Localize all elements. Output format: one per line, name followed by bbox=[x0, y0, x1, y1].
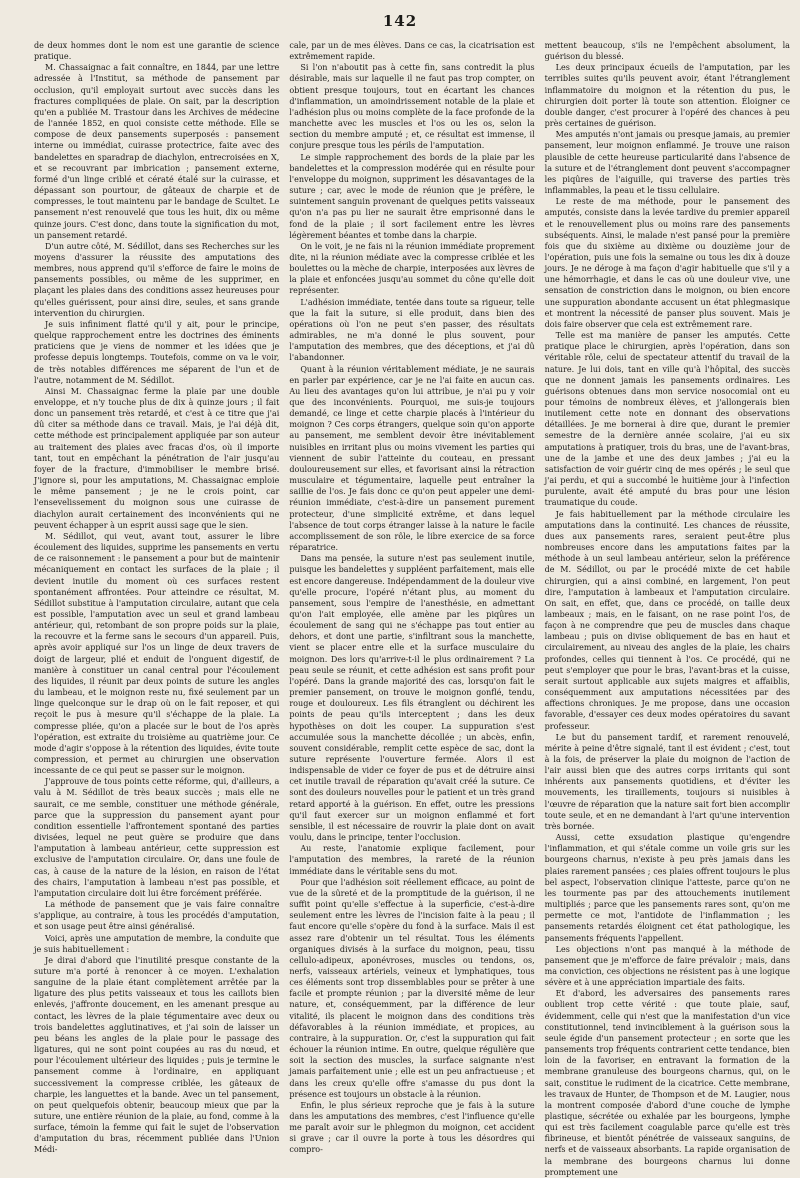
paragraph: Voici, après une amputation de membre, la conduite que je suis habituellement : bbox=[34, 933, 280, 954]
paragraph: M. Chassaignac a fait connaître, en 1844, par une lettre adressée à l'Institut, sa méthode de pansement par occlusion, qu'il employait surtout avec succès dans les fractures compliquées de plaie. On sait, par la description qu'en a publiée M. Trastour dans les Archives de médecine de l'année 1852, en quoi consiste cette méthode. Elle se compose de deux pansements superposés : pansement interne ou immédiat, cuirasse protectrice, faite avec des bandelettes en sparadrap de diachylon, entrecroisées en X, et se recouvrant par imbrication ; pansement externe, formé d'un linge criblé et cératé étalé sur la cuirasse, et dépassant son pourtour, de gâteaux de charpie et de compresses, le tout maintenu par le bandage de Scultet. Le pansement n'est renouvelé que tous les huit, dix ou même quinze jours. C'est donc, dans toute la signification du mot, un pansement retardé. bbox=[34, 63, 280, 240]
paragraph: Au reste, l'anatomie explique facilement, pour l'amputation des membres, la rareté de la réunion immédiate dans le véritable sens du mot. bbox=[289, 844, 535, 876]
paragraph: L'adhésion immédiate, tentée dans toute sa rigueur, telle que la fait la suture, si elle produit, dans bien des opérations où l'on ne peut s'en passer, des résultats admirables, ne m'a donné le plus souvent, pour l'amputation des membres, que des déceptions, et j'ai dû l'abandonner. bbox=[289, 297, 535, 363]
column-1 bbox=[34, 40, 280, 1155]
paragraph: Dans ma pensée, la suture n'est pas seulement inutile, puisque les bandelettes y suppléent parfaitement, mais elle est encore dangereuse. Indépendamment de la douleur vive qu'elle procure, l'opéré n'étant plus, au moment du pansement, sous l'empire de l'anesthésie, en admettant qu'on l'ait employée, elle amène par les piqûres un écoulement de sang qui ne s'échappe pas tout entier au dehors, et dont une partie, s'infiltrant sous la manchette, vient se placer entre elle et la surface musculaire du moignon. Des lors qu'arrive-t-il le plus ordinairement ? La peau seule se réunit, et cette adhésion est sans profit pour l'opéré. Dans la grande majorité des cas, lorsqu'on fait le premier pansement, on trouve le moignon gonflé, tendu, rouge et douloureux. Les fils étranglent ou déchirent les points de peau qu'ils interceptent ; dans les deux hypothèses on doit les couper. La suppuration s'est accumulée sous la manchette décollée ; un abcès, enfin, souvent considérable, remplit cette espèce de sac, dont la suture représente l'ouverture fermée. Alors il est indispensable de vider ce foyer de pus et de détruire ainsi cet inutile travail de réparation qu'avait créé la suture. Ce sont des douleurs nouvelles pour le patient et un très grand retard apporté à la guérison. En effet, outre les pressions qu'il faut exercer sur un moignon enflammé et fort sensible, il est nécessaire de rouvrir la plaie dont on avait voulu, dans le principe, tenter l'occlusion. bbox=[289, 554, 535, 843]
paragraph: Ainsi M. Chassaignac ferme la plaie par une double enveloppe, et n'y touche plus de dix à quinze jours ; il fait donc un pansement très retardé, et c'est à ce titre que j'ai dû citer sa méthode dans ce travail. Mais, je l'ai déjà dit, cette méthode est principalement appliquée par son auteur au traitement des plaies avec fracas d'os, où il importe tant, tout en empêchant la pénétration de l'air jusqu'au foyer de la fracture, d'immobiliser le membre brisé. J'ignore si, pour les amputations, M. Chassaignac emploie le même pansement ; je ne le crois point, car l'ensevelissement du moignon sous une cuirasse de diachylon aurait certainement des inconvénients qui ne peuvent échapper à un esprit aussi sage que le sien. bbox=[34, 386, 280, 530]
paragraph: Si l'on n'aboutit pas à cette fin, sans contredit la plus désirable, mais sur laquelle il ne faut pas trop compter, on obtient presque toujours, tout en écartant les chances d'inflammation, un amoindrissement notable de la plaie et l'adhésion plus ou moins complète de la face profonde de la manchette avec les muscles et l'os ou les os, selon la section du membre amputé ; et, ce résultat est immense, il conjure presque tous les périls de l'amputation. bbox=[289, 63, 535, 151]
paragraph: La méthode de pansement que je vais faire connaître s'applique, au contraire, à tous les procédés d'amputation, et son usage peut être ainsi généralisé. bbox=[34, 900, 280, 932]
paragraph: Mes amputés n'ont jamais ou presque jamais, au premier pansement, leur moignon enflammé. Je trouve une raison plausible de cette heureuse particularité dans l'absence de la suture et de l'étranglement dont peuvent s'accompagner les piqûres de l'aiguille, qui traverse des parties très inflammables, la peau et le tissu cellulaire. bbox=[544, 130, 790, 196]
paragraph: Le reste de ma méthode, pour le pansement des amputés, consiste dans la levée tardive du premier appareil et le renouvellement plus ou moins rare des pansements subséquents. Ainsi, le malade n'est pansé pour la première fois que du sixième au dixième ou douzième jour de l'opération, puis une fois la semaine ou tous les dix à douze jours. Je ne déroge à ma façon d'agir habituelle que s'il y a une hémorrhagie, et dans le cas où une douleur vive, une sensation de constriction dans le moignon, ou bien encore une suppuration abondante accusent un état phlegmasique et montrent la nécessité de panser plus souvent. Mais je dois faire observer que cela est extrêmement rare. bbox=[544, 197, 790, 329]
paragraph: cale, par un de mes élèves. Dans ce cas, la cicatrisation est extrêmement rapide. bbox=[289, 41, 535, 62]
paragraph: Le but du pansement tardif, et rarement renouvelé, mérite à peine d'être signalé, tant il est évident ; c'est, tout à la fois, de préserver la plaie du moignon de l'action de l'air aussi bien que des autres corps irritants qui sont inhérents aux pansements quotidiens, et d'éviter les mouvements, les tiraillements, toujours si nuisibles à l'œuvre de réparation que la nature sait fort bien accomplir toute seule, et en ne demandant à l'art qu'une intervention très bornée. bbox=[544, 732, 790, 831]
paragraph: On le voit, je ne fais ni la réunion immédiate proprement dite, ni la réunion médiate avec la compresse criblée et les boulettes ou la mèche de charpie, interposées aux lèvres de la plaie et enfoncées jusqu'au sommet du cône qu'elle doit représenter. bbox=[289, 241, 535, 296]
paragraph: Pour que l'adhésion soit réellement efficace, au point de vue de la sûreté et de la promptitude de la guérison, il ne suffit point qu'elle s'effectue à la superficie, c'est-à-dire seulement entre les lèvres de l'incision faite à la peau ; il faut encore qu'elle s'opère du fond à la surface. Mais il est assez rare d'obtenir un tel résultat. Tous les éléments organiques divisés à la surface du moignon, peau, tissu cellulo-adipeux, aponévroses, muscles ou tendons, os, nerfs, vaisseaux artériels, veineux et lymphatiques, tous ces éléments sont trop dissemblables pour se prêter à une facile et prompte réunion ; par la diversité même de leur nature, et, conséquemment, par la différence de leur vitalité, ils placent le moignon dans des conditions très défavorables à la réunion immédiate, et propices, au contraire, à la suppuration. Or, c'est la suppuration qui fait échouer la réunion intime. En outre, quelque régulière que soit la section des muscles, la surface saignante n'est jamais parfaitement unie ; elle est un peu anfractueuse ; et dans les creux qu'elle offre s'amasse du pus dont la présence est toujours un obstacle à la réunion. bbox=[289, 877, 535, 1099]
paragraph: Je fais habituellement par la méthode circulaire les amputations dans la continuité. Les chances de réussite, dues aux pansements rares, seraient peut-être plus nombreuses encore dans les amputations faites par la méthode à un seul lambeau antérieur, selon la préférence de M. Sédillot, ou par le procédé mixte de cet habile chirurgien, qui a ainsi combiné, en largement, l'on peut dire, l'amputation à lambeaux et l'amputation circulaire. On sait, en effet, que, dans ce procédé, on taille deux lambeaux ; mais, en le faisant, on ne rase point l'os, de façon à ne comprendre que peu de muscles dans chaque lambeau ; puis on divise obliquement de bas en haut et circulairement, au niveau des angles de la plaie, les chairs profondes, celles qui tiennent à l'os. Ce procédé, qui ne peut s'employer que pour le bras, l'avant-bras et la cuisse, serait surtout applicable aux sujets maigres et affaiblis, conséquemment aux amputations nécessitées par des affections chroniques. Je me propose, dans une occasion favorable, d'essayer ces deux modes opératoires du savant professeur. bbox=[544, 509, 790, 731]
text-columns bbox=[34, 40, 790, 1177]
paragraph: Quant à la réunion véritablement médiate, je ne saurais en parler par expérience, car je ne l'ai faite en aucun cas. Au lieu des avantages qu'on lui attribue, je n'ai pu y voir que des inconvénients. Pourquoi, me suis-je toujours demandé, ce linge et cette charpie placés à l'intérieur du moignon ? Ces corps étrangers, quelque soin qu'on apporte au pansement, me semblent devoir être inévitablement nuisibles en irritant plus ou moins vivement les parties qui viennent de subir l'atteinte du couteau, en pressant douloureusement sur elles, et favorisant ainsi la rétraction musculaire et tégumentaire, laquelle peut entraîner la saillie de l'os. Je fais donc ce qu'on peut appeler une demi-réunion immédiate, c'est-à-dire un pansement purement protecteur, d'une simplicité extrême, et dans lequel l'absence de tout corps étranger laisse à la nature le facile accomplissement de son rôle, le libre exercice de sa force réparatrice. bbox=[289, 364, 535, 553]
column-3 bbox=[544, 40, 790, 1177]
paragraph: Aussi, cette exsudation plastique qu'engendre l'inflammation, et qui s'étale comme un voile gris sur les bourgeons charnus, n'existe à peu près jamais dans les plaies rarement pansées ; ces plaies offrent toujours le plus bel aspect, l'observation clinique l'atteste, parce qu'on ne les tourmente pas par des attouchements inutilement multipliés ; parce que les pansements rares sont, qu'on me permette ce mot, l'antidote de l'inflammation ; les pansements retardés éloignent cet état pathologique, les pansements fréquents l'appellent. bbox=[544, 833, 790, 943]
paragraph: Telle est ma manière de panser les amputés. Cette pratique place le chirurgien, après l'opération, dans son véritable rôle, celui de spectateur attentif du travail de la nature. Je lui dois, tant en ville qu'à l'hôpital, des succès que ne donnent jamais les pansements ordinaires. Les guérisons obtenues dans mon service nosocomial ont eu pour témoins de nombreux élèves, et j'allongerais bien inutilement cette note en donnant des observations détaillées. Je me bornerai à dire que, durant le premier semestre de la dernière année scolaire, j'ai eu six amputations à pratiquer, trois du bras, une de l'avant-bras, une de la jambe et une des deux jambes ; j'ai eu la satisfaction de voir guérir cinq de mes opérés ; le seul que j'ai perdu, et qui a succombé le huitième jour à l'infection purulente, avait été amputé du bras pour une lésion traumatique du coude. bbox=[544, 331, 790, 508]
paragraph: D'un autre côté, M. Sédillot, dans ses Recherches sur les moyens d'assurer la réussite des amputations des membres, nous apprend qu'il s'efforce de faire le moins de pansements possibles, ou même de les supprimer, en plaçant les plaies dans des conditions assez heureuses pour qu'elles guérissent, pour ainsi dire, seules, et sans grande intervention du chirurgien. bbox=[34, 241, 280, 318]
paragraph: Je suis infiniment flatté qu'il y ait, pour le principe, quelque rapprochement entre les doctrines des éminents praticiens que je viens de nommer et les idées que je professe depuis longtemps. Toutefois, comme on va le voir, de très notables différences me séparent de l'un et de l'autre, notamment de M. Sédillot. bbox=[34, 319, 280, 385]
paragraph: de deux hommes dont le nom est une garantie de science pratique. bbox=[34, 41, 280, 62]
paragraph: Je dirai d'abord que l'inutilité presque constante de la suture m'a porté à renoncer à ce moyen. L'exhalation sanguine de la plaie étant complètement arrêtée par la ligature des plus petits vaisseaux et tous les caillots bien enlevés, j'affronte doucement, en les amenant presque au contact, les lèvres de la plaie tégumentaire avec deux ou trois bandelettes agglutinatives, et j'ai soin de laisser un peu béans les angles de la plaie pour le passage des ligatures, qui ne sont point coupées au ras du nœud, et pour l'écoulement ultérieur des liquides ; puis je termine le pansement comme à l'ordinaire, en appliquant successivement la compresse criblée, les gâteaux de charpie, les languettes et la bande. Avec un tel pansement, on peut quelquefois obtenir, beaucoup mieux que par la suture, une entière réunion de la plaie, au fond, comme à la surface, témoin la femme qui fait le sujet de l'observation d'amputation du bras, récemment publiée dans l'Union Médi- bbox=[34, 955, 280, 1155]
paragraph: Et d'abord, les adversaires des pansements rares oublient trop cette vérité : que toute plaie, sauf, évidemment, celle qui n'est que la manifestation d'un vice constitutionnel, tend invinciblement à la guérison sous la seule égide d'un pansement protecteur ; en sorte que les pansements trop fréquents contrarient cette tendance, bien loin de la favoriser, en entravant la formation de la membrane granuleuse des bourgeons charnus, qui, on le sait, constitue le rudiment de la cicatrice. Cette membrane, les travaux de Hunter, de Thompson et de M. Laugier, nous la montrent composée d'abord d'une couche de lymphe plastique, sécrétée ou exhalée par les bourgeons, lymphe qui est très facilement coagulable parce qu'elle est très fibrineuse, et bientôt pénétrée de vaisseaux sanguins, de nerfs et de vaisseaux absorbants. La rapide organisation de la membrane des bourgeons charnus lui donne promptement une bbox=[544, 989, 790, 1177]
paragraph: Enfin, le plus sérieux reproche que je fais à la suture dans les amputations des membres, c'est l'influence qu'elle me paraît avoir sur le phlegmon du moignon, cet accident si grave ; car il ouvre la porte à tous les désordres qui compro- bbox=[289, 1100, 535, 1155]
paragraph: Le simple rapprochement des bords de la plaie par les bandelettes et la compression modérée qui en résulte pour l'enveloppe du moignon, suppriment les désavantages de la suture ; car, avec le mode de réunion que je préfère, le suintement sanguin provenant de quelques petits vaisseaux qu'on n'a pas pu lier ne saurait être emprisonné dans le fond de la plaie ; il sort facilement entre les lèvres légèrement béantes et tombe dans la charpie. bbox=[289, 152, 535, 240]
paragraph: J'approuve de tous points cette réforme, qui, d'ailleurs, a valu à M. Sédillot de très beaux succès ; mais elle ne saurait, ce me semble, constituer une méthode générale, parce que la suppression du pansement ayant pour condition essentielle l'affrontement spontané des parties divisées, lequel ne peut guère se produire que dans l'amputation à lambeau antérieur, cette suppression est exclusive de l'amputation circulaire. Or, dans une foule de cas, à cause de la nature de la lésion, en raison de l'état des chairs, l'amputation à lambeau n'est pas possible, et l'amputation circulaire doit lui être forcément préférée. bbox=[34, 777, 280, 898]
page-number: 142 bbox=[382, 12, 418, 30]
paragraph: Les deux principaux écueils de l'amputation, par les terribles suites qu'ils peuvent avoir, étant l'étranglement inflammatoire du moignon et la rétention du pus, le chirurgien doit porter là toute son attention. Éloigner ce double danger, c'est procurer à l'opéré des chances à peu près certaines de guérison. bbox=[544, 63, 790, 129]
paragraph: Les objections n'ont pas manqué à la méthode de pansement que je m'efforce de faire prévaloir ; mais, dans ma conviction, ces objections ne résistent pas à une logique sévère et à une appréciation impartiale des faits. bbox=[544, 944, 790, 988]
paragraph: M. Sédillot, qui veut, avant tout, assurer le libre écoulement des liquides, supprime les pansements en vertu de ce raisonnement : le pansement a pour but de maintenir mécaniquement en contact les surfaces de la plaie ; il devient inutile du moment où ces surfaces restent spontanément affrontées. Pour atteindre ce résultat, M. Sédillot substitue à l'amputation circulaire, autant que cela est possible, l'amputation avec un seul et grand lambeau antérieur, qui, retombant de son propre poids sur la plaie, la recouvre et la ferme sans le secours d'un appareil. Puis, après avoir appliqué sur l'os un linge de deux travers de doigt de largeur, plié et enduit de l'onguent digestif, de manière à constituer un canal central pour l'écoulement des liquides, il réunit par deux points de suture les angles du lambeau, et le moignon reste nu, fixé seulement par un linge quelconque sur le drap où on le fait reposer, et qui reçoit le pus à mesure qu'il s'échappe de la plaie. La compresse pliée, qu'on a placée sur le bout de l'os après l'opération, est extraite du troisième au quatrième jour. Ce mode d'agir s'oppose à la rétention des liquides, évite toute compression, et permet au chirurgien une observation incessante de ce qui peut se passer sur le moignon. bbox=[34, 531, 280, 776]
paragraph: mettent beaucoup, s'ils ne l'empêchent absolument, la guérison du blessé. bbox=[544, 41, 790, 62]
column-2 bbox=[289, 40, 535, 1155]
